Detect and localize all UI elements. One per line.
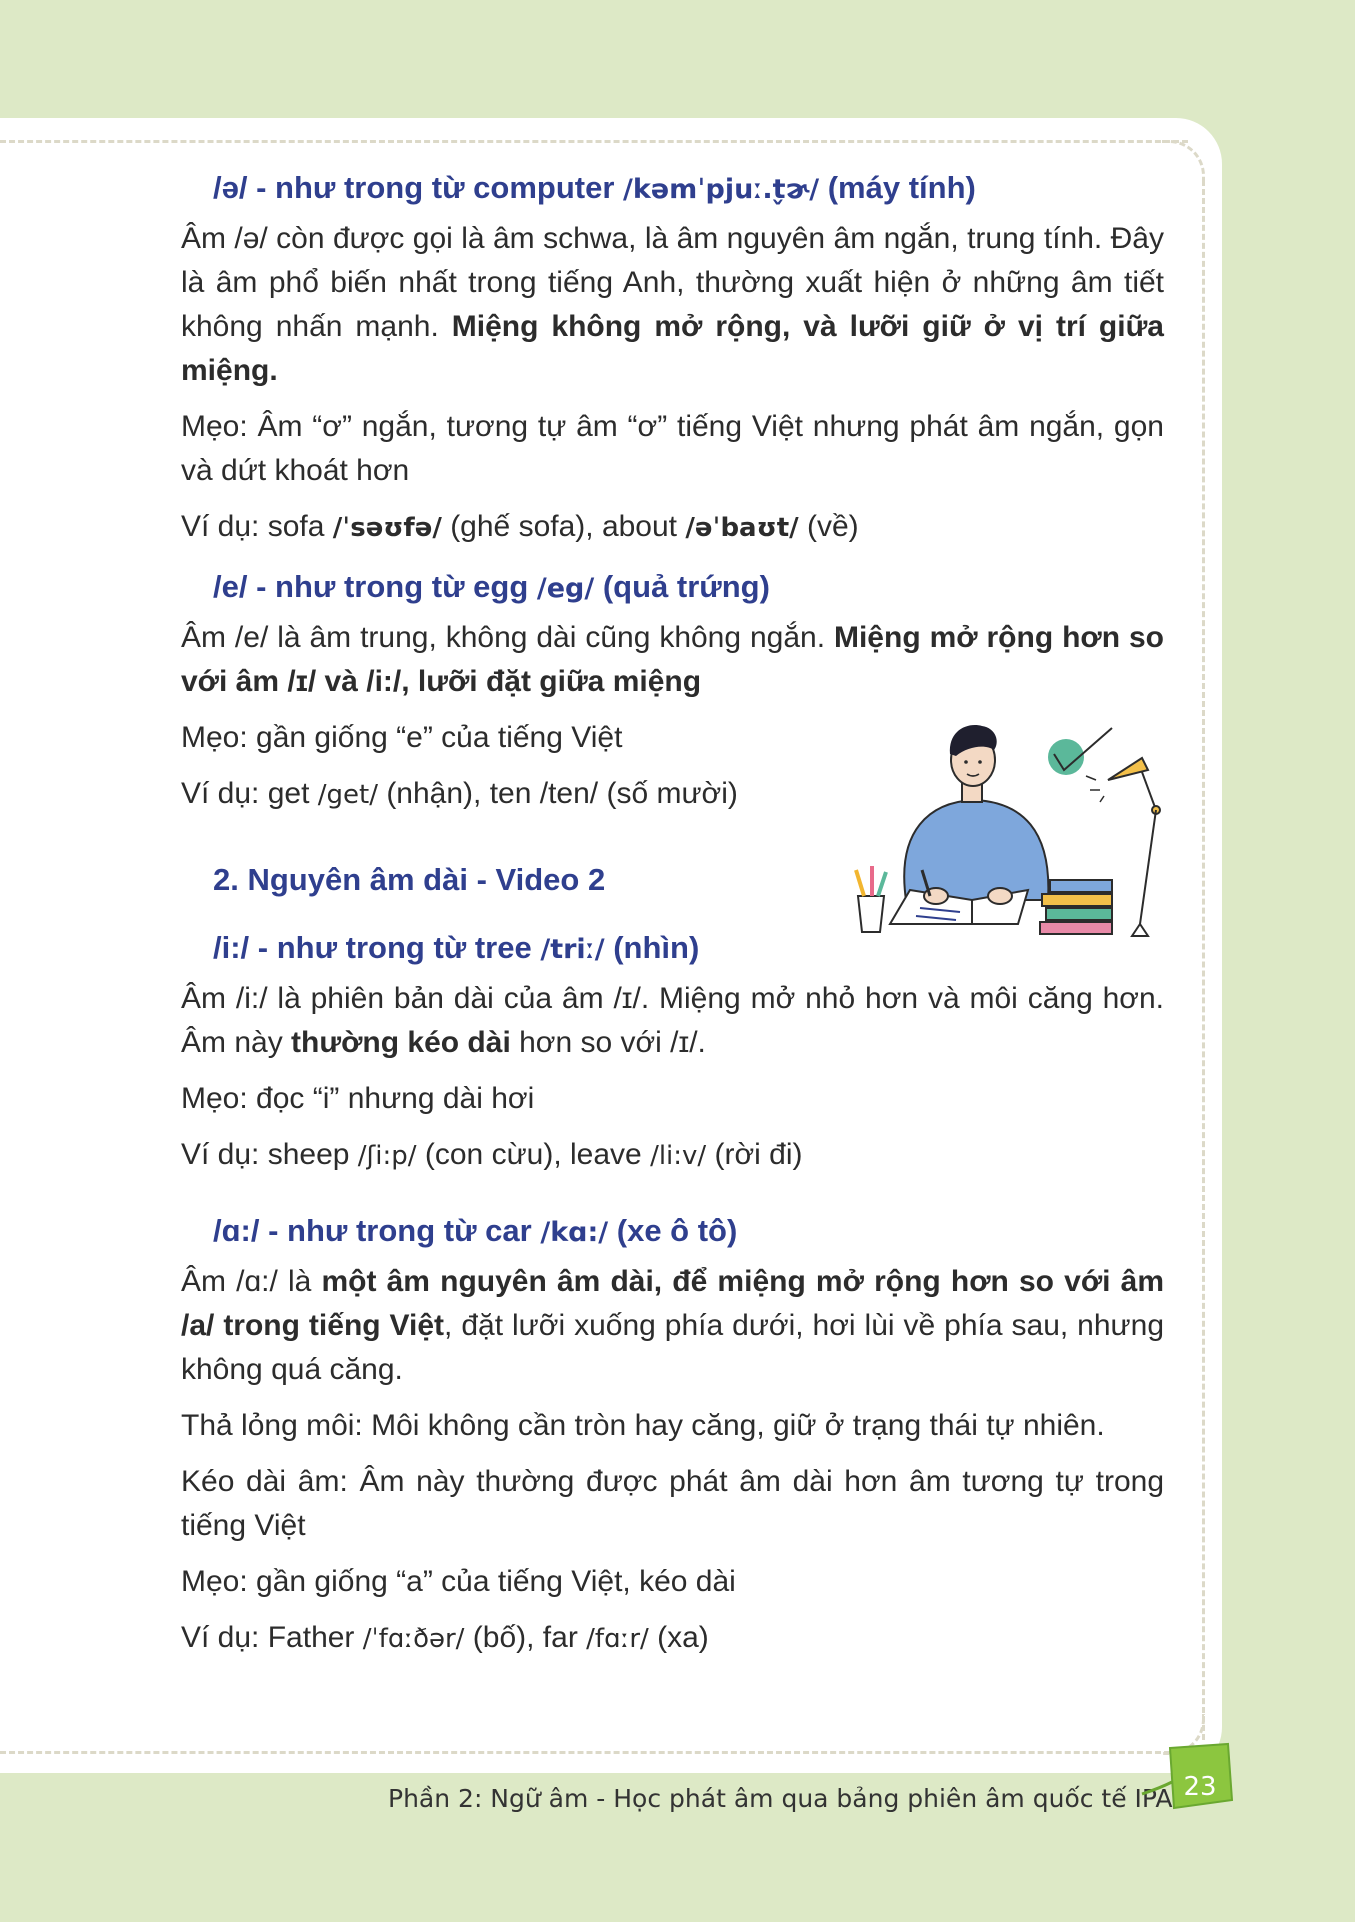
paragraph: Âm /ə/ còn được gọi là âm schwa, là âm nguyên âm ngắn, trung tính. Đây là âm phổ biến nhất trong tiếng Anh, thường xuất hiện ở những âm tiết không nhấn mạnh. Miệng không mở rộng, và lưỡi giữ ở vị trí giữa miệng. xyxy=(181,222,1164,387)
tip-text: Mẹo: Âm “ơ” ngắn, tương tự âm “ơ” tiếng Việt nhưng phát âm ngắn, gọn và dứt khoát hơn xyxy=(181,410,1164,487)
section-title-long-vowels: 2. Nguyên âm dài - Video 2 xyxy=(213,862,606,897)
example-text: Ví dụ: sofa /ˈsəʊfə/ (ghế sofa), about /əˈbaʊt/ (về) xyxy=(181,510,859,543)
paragraph: Âm /i:/ là phiên bản dài của âm /ɪ/. Miệng mở nhỏ hơn và môi căng hơn. Âm này thường kéo dài hơn so với /ɪ/. xyxy=(181,982,1164,1059)
dashed-border-top xyxy=(0,140,1188,143)
paragraph: Kéo dài âm: Âm này thường được phát âm dài hơn âm tương tự trong tiếng Việt xyxy=(181,1465,1164,1542)
paragraph: Thả lỏng môi: Môi không cần tròn hay căng, giữ ở trạng thái tự nhiên. xyxy=(181,1409,1105,1442)
example-text: Ví dụ: Father /ˈfɑːðər/ (bố), far /fɑːr/ (xa) xyxy=(181,1621,709,1654)
ipa-transcription: /kɑ:/ xyxy=(540,1217,609,1248)
dashed-border-right xyxy=(1202,180,1205,1740)
example-text: Ví dụ: sheep /ʃi:p/ (con cừu), leave /li:v/ (rời đi) xyxy=(181,1138,803,1171)
paragraph: Âm /e/ là âm trung, không dài cũng không ngắn. Miệng mở rộng hơn so với âm /ɪ/ và /i:/, lưỡi đặt giữa miệng xyxy=(181,621,1164,698)
section-heading-e: /e/ - như trong từ egg /eg/ (quả trứng) xyxy=(213,569,770,604)
section-heading-i-long: /i:/ - như trong từ tree /triː/ (nhìn) xyxy=(213,930,700,965)
student-studying-illustration xyxy=(850,710,1170,940)
ipa-transcription: /eg/ xyxy=(536,573,595,604)
example-text: Ví dụ: get /get/ (nhận), ten /ten/ (số mười) xyxy=(181,777,738,810)
page-number: 23 xyxy=(1183,1772,1217,1802)
ipa-transcription: /triː/ xyxy=(540,934,605,965)
tip-text: Mẹo: gần giống “a” của tiếng Việt, kéo dài xyxy=(181,1565,736,1598)
tip-text: Mẹo: gần giống “e” của tiếng Việt xyxy=(181,721,623,754)
ipa-transcription: /kəmˈpjuː.t̬ɚ/ xyxy=(623,174,820,205)
footer-chapter-title: Phần 2: Ngữ âm - Học phát âm qua bảng phiên âm quốc tế IPA xyxy=(388,1784,1173,1813)
tip-text: Mẹo: đọc “i” nhưng dài hơi xyxy=(181,1082,535,1115)
dashed-border-bottom xyxy=(0,1751,1170,1754)
paragraph: Âm /ɑ:/ là một âm nguyên âm dài, để miệng mở rộng hơn so với âm /a/ trong tiếng Việt, đặt lưỡi xuống phía dưới, hơi lùi về phía sau, nhưng không quá căng. xyxy=(181,1265,1165,1386)
section-heading-a-long: /ɑ:/ - như trong từ car /kɑ:/ (xe ô tô) xyxy=(213,1213,738,1248)
section-heading-schwa: /ə/ - như trong từ computer /kəmˈpjuː.t̬ɚ/ (máy tính) xyxy=(213,170,976,205)
